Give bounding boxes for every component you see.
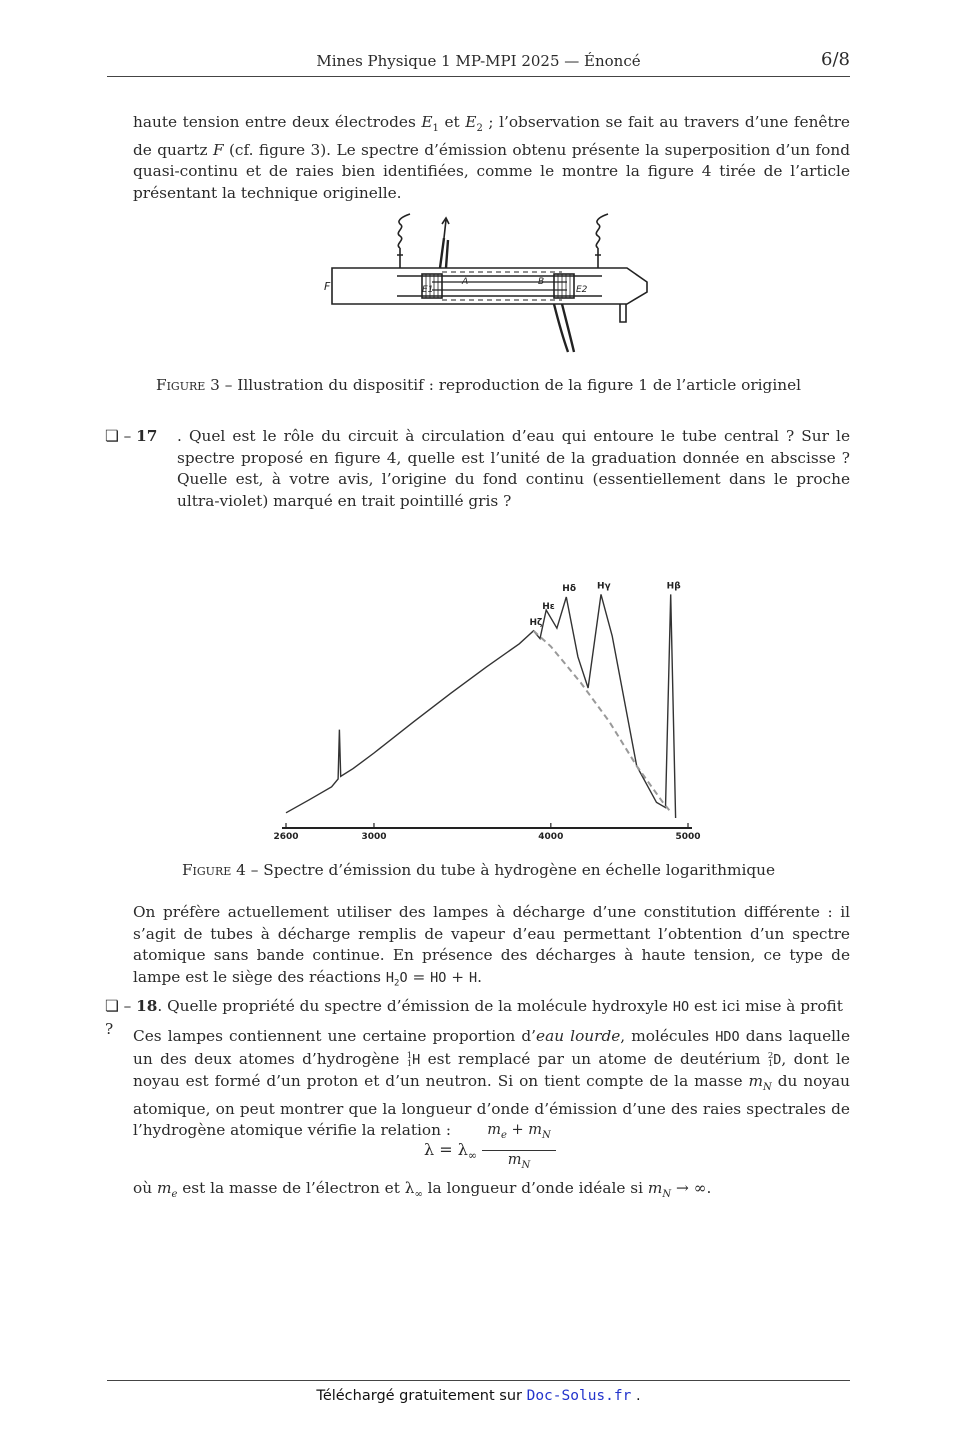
fraction-bar	[482, 1150, 556, 1151]
figure-3-caption-text: – Illustration du dispositif : reproduction de la figure 1 de l’article originel	[219, 376, 802, 394]
para3-text-3: dans laquelle un des deux atomes d’hydrogène	[133, 1027, 851, 1068]
num-plus: + m	[506, 1122, 543, 1138]
den-m: m	[507, 1152, 522, 1168]
label-b: B	[538, 277, 545, 287]
para3-text-4: est remplacé par un atome de deutérium	[420, 1049, 768, 1068]
spectrum-line	[286, 594, 676, 818]
header-rule	[107, 76, 850, 77]
peak-label: Hε	[542, 602, 555, 613]
num-e: e	[500, 1129, 507, 1141]
x-tick-label: 2600	[273, 832, 299, 842]
reaction-plus: +	[446, 967, 469, 986]
header-title: Mines Physique 1 MP-MPI 2025 — Énoncé	[316, 52, 641, 70]
peak-label: Hγ	[596, 581, 611, 592]
var-mn-sub: N	[763, 1082, 772, 1094]
var-e2-sub: 2	[476, 123, 483, 135]
para4-text-1: où	[133, 1179, 157, 1197]
para2-text: On préfère actuellement utiliser des lampes à décharge d’une constitution différente : il s’agit de tubes à décharge remplis de vapeur d’eau permettant l’obtention d’un spectre atomique sans bande continue. En présence des décharges à haute tension, ce type de lampe est le siège des réactions	[133, 903, 850, 986]
label-a: A	[462, 277, 469, 287]
intro-text-4: (cf. figure 3). Le spectre d’émission obtenu présente la superposition d’un fond quasi-continu et de raies bien identifiées, comme le montre la figure 4 tirée de l’article présentant la technique originelle.	[133, 140, 850, 202]
para3-text-2: , molécules	[620, 1027, 716, 1045]
question-17-number: 17	[136, 427, 158, 445]
figure-4-caption-text: – Spectre d’émission du tube à hydrogène en échelle logarithmique	[245, 861, 776, 879]
num-m: m	[487, 1122, 501, 1138]
question-box-icon: ❏ –	[105, 427, 137, 445]
water-outlet	[554, 304, 574, 352]
reaction-dot: .	[477, 967, 482, 986]
question-18-text-2: est ici mise à profit ?	[105, 997, 843, 1038]
question-box-icon: ❏ –	[105, 997, 137, 1015]
h2o-o: O	[399, 969, 408, 986]
isotope-h-symbol: H	[412, 1051, 421, 1068]
left-wire	[397, 214, 410, 268]
para3-text-1: Ces lampes contiennent une certaine proportion d’	[133, 1027, 537, 1045]
intro-text-1: haute tension entre deux électrodes	[133, 113, 422, 131]
h2o-h: H	[385, 969, 395, 986]
intro-text-2: et	[438, 113, 466, 131]
formula-lhs: λ = λ	[424, 1140, 468, 1159]
label-e1: E1	[422, 285, 434, 295]
question-18-marker	[105, 997, 157, 1015]
var-mn-2: m	[647, 1179, 663, 1197]
isotope-h-z: 1	[406, 1058, 413, 1069]
outer-tube	[332, 268, 647, 304]
var-me: m	[156, 1179, 172, 1197]
intro-text-3: ; l’observation se fait au travers d’une fenêtre de quartz	[133, 113, 850, 159]
question-18-text-1: . Quelle propriété du spectre d’émission de la molécule hydroxyle	[157, 997, 673, 1015]
var-mn: m	[748, 1072, 764, 1090]
isotope-h-mass: 1	[406, 1050, 413, 1061]
formula-lambda	[424, 1122, 564, 1174]
peak-label: Hβ	[666, 581, 681, 592]
figure-4-caption	[107, 861, 850, 879]
question-17	[105, 426, 850, 512]
var-e1-sub: 1	[432, 123, 439, 135]
footer-dot: .	[631, 1388, 641, 1404]
capillary	[432, 282, 567, 290]
figure-3-apparatus	[322, 210, 662, 360]
var-e1: E	[421, 113, 433, 131]
para4-text-3: la longueur d’onde idéale si	[422, 1179, 648, 1197]
var-e2: E	[465, 113, 477, 131]
h2o-2: 2	[394, 978, 400, 989]
x-tick-label: 3000	[361, 832, 387, 842]
formula-denominator	[482, 1152, 556, 1171]
water-inlet	[440, 238, 448, 268]
formula-numerator	[482, 1122, 556, 1141]
page-footer	[107, 1388, 850, 1404]
footer-rule	[107, 1380, 850, 1381]
page-header	[107, 49, 850, 76]
para3-text-6: du noyau atomique, on peut montrer que la longueur d’onde d’émission d’une des raies spectrales de l’hydrogène atomique vérifie la relation :	[133, 1072, 851, 1140]
figure-4-spectrum-chart	[273, 538, 706, 848]
isotope-d-symbol: D	[773, 1051, 782, 1068]
reaction-h2o	[385, 969, 408, 989]
para4-text-4: → ∞.	[671, 1179, 712, 1197]
num-n: N	[542, 1129, 551, 1141]
reaction-ho: HO	[430, 969, 447, 986]
question-17-marker	[105, 426, 157, 448]
isotope-d-z: 1	[767, 1058, 774, 1069]
isotope-d-mass: 2	[767, 1050, 774, 1061]
var-mn-2-sub: N	[662, 1189, 672, 1201]
peak-label: Hζ	[529, 617, 543, 628]
para4-text-2: est la masse de l’électron et λ	[177, 1179, 415, 1197]
formula-inf: ∞	[467, 1149, 478, 1163]
question-18-ho: HO	[672, 999, 690, 1015]
x-tick-label: 4000	[538, 832, 564, 842]
isotope-h	[407, 1049, 421, 1072]
question-17-text: . Quel est le rôle du circuit à circulation d’eau qui entoure le tube central ? Sur le spectre proposé en figure 4, quelle est l’unité de la graduation donnée en abscisse ? Quelle est, à votre avis, l’origine du fond continu (essentiellement dans le proche ultra-violet) marqué en trait pointillé gris ?	[177, 427, 850, 510]
label-e2: E2	[576, 285, 588, 295]
right-wire	[595, 214, 608, 268]
peak-label: Hδ	[562, 584, 577, 594]
den-n: N	[521, 1159, 531, 1171]
x-tick-label: 5000	[675, 832, 701, 842]
page-number: 6/8	[821, 49, 850, 70]
var-f: F	[212, 140, 224, 159]
reaction-h: H	[468, 969, 478, 986]
reaction-eq: =	[407, 967, 431, 986]
molecule-hdo: HDO	[715, 1029, 740, 1045]
figure-3-caption	[107, 376, 850, 394]
intro-paragraph	[133, 112, 850, 204]
footer-link[interactable]: Doc-Solus.fr	[526, 1388, 632, 1404]
electrode-e2	[554, 274, 574, 298]
var-me-sub: e	[171, 1189, 178, 1201]
continuum-dashed-line	[534, 631, 670, 810]
label-f: F	[324, 280, 331, 293]
para3-text-5: , dont le noyau est formé d’un proton et d’un neutron. Si on tient compte de la masse	[133, 1049, 850, 1090]
para4-inf: ∞	[414, 1189, 423, 1201]
paragraph-conclusion	[133, 1178, 850, 1206]
paragraph-decharge	[133, 902, 850, 995]
footer-text: Téléchargé gratuitement sur	[316, 1388, 527, 1404]
para3-emphasis: eau lourde	[536, 1027, 621, 1045]
figure-3-label: Figure 3	[155, 376, 220, 394]
question-18-number: 18	[136, 997, 158, 1015]
isotope-d	[768, 1049, 782, 1072]
figure-4-label: Figure 4	[181, 861, 246, 879]
